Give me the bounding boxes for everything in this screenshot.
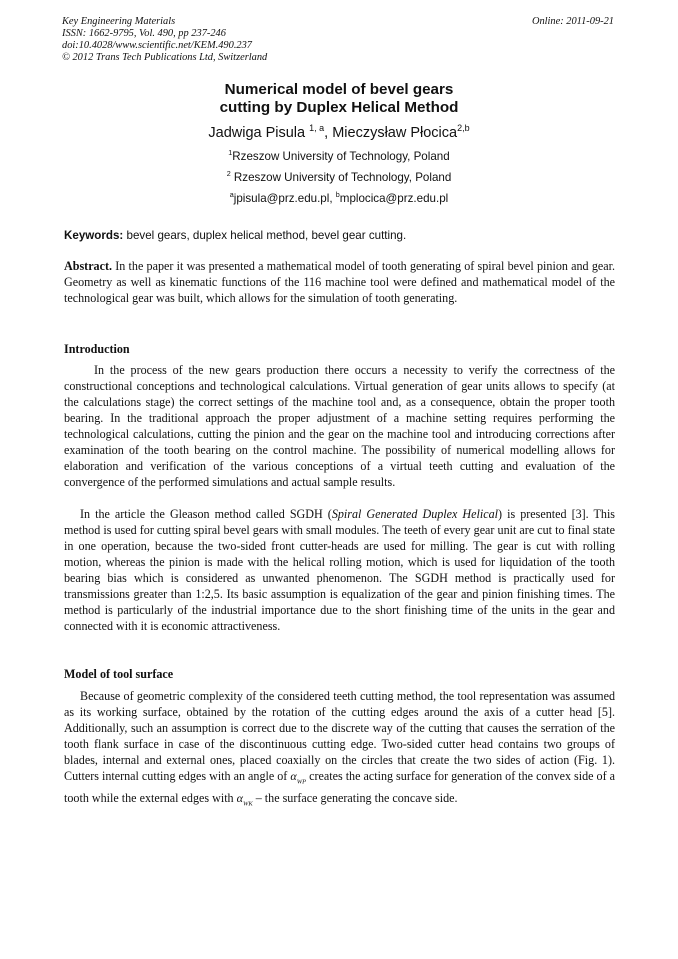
issn-line: ISSN: 1662-9795, Vol. 490, pp 237-246 (62, 28, 226, 39)
email-1-marker: a (229, 190, 234, 200)
journal-name: Key Engineering Materials (62, 16, 176, 27)
author-separator: , (324, 125, 333, 141)
intro-p2-rest: ) is presented [3]. This method is used for cutting spiral bevel gears with small modules. The teeth of every gear unit are cut to final state in one operation, because the two-sided front cutter-heads are used for milling. The gear is cut with rolling motion, whereas the pinion is made with the helical rolling motion, which is used for liquidation of the tooth bearing bias which is considered as unwanted phenomenon. The SGDH method is practically used for transmissions greater than 1:2,5. Its basic assumption is equalization of the gear and pinion finishing times. The method is particularly of the industrial importance due to the short finishing time of the units in the gear and connected with it is economic attractiveness. (64, 507, 616, 633)
method-name: Spiral Generated Duplex Helical (331, 507, 499, 521)
author-1-affiliation: 1, a (309, 123, 325, 134)
alpha-wk-symbol: $\alpha_{WK}$ (236, 791, 253, 808)
author-emails (0, 192, 678, 205)
introduction-paragraph-1: In the process of the new gears production there occurs a necessity to verify the correctness of the constructional conceptions and technological calculations. Virtual generation of gear units allows to specify (at the calculations stage) the correct settings of the machine tool and, as a consequence, obtain the proper tooth bearing. In the traditional approach the proper adjustment of a machine setting requires performing the technological calculations, cutting the pinion and the gear on the machine tool and introducing corrections after examination of the tooth bearing on the control machine. The possibility of numerical modelling allows for elaboration and verification of the various conceptions of a virtual teeth cutting and evaluation of the convergence of the performed simulations and actual sample results. (64, 363, 615, 489)
alpha-wp-symbol: $\alpha_{WP}$ (290, 769, 307, 786)
affiliation-2 (0, 171, 678, 184)
email-2-marker: b (335, 190, 340, 200)
model-heading: Model of tool surface (64, 667, 174, 681)
title-line-2: cutting by Duplex Helical Method (219, 99, 459, 116)
model-p1-end: – the surface generating the concave side. (252, 791, 458, 806)
doi-line: doi:10.4028/www.scientific.net/KEM.490.237 (62, 40, 252, 51)
affiliation-2-text: Rzeszow University of Technology, Poland (230, 171, 452, 184)
model-paragraph-1 (64, 688, 615, 813)
intro-p2-start: In the article the Gleason method called SGDH ( (80, 507, 332, 521)
copyright-line: © 2012 Trans Tech Publications Ltd, Switzerland (62, 52, 268, 63)
title-line-1: Numerical model of bevel gears (224, 81, 454, 98)
affiliation-1 (0, 150, 678, 163)
abstract-label: Abstract. (64, 259, 113, 273)
keywords-text: bevel gears, duplex helical method, bevel gear cutting. (123, 229, 407, 242)
author-1: Jadwiga Pisula (208, 125, 306, 141)
author-2-affiliation: 2,b (457, 123, 470, 134)
email-1: jpisula@prz.edu.pl, (233, 192, 336, 205)
affiliation-1-marker: 1 (228, 148, 233, 158)
author-2: Mieczysław Płocica (332, 125, 458, 141)
introduction-paragraph-2 (64, 506, 615, 634)
introduction-heading: Introduction (64, 342, 130, 356)
paper-title (0, 81, 678, 117)
affiliation-1-text: Rzeszow University of Technology, Poland (232, 150, 450, 163)
email-2: mplocica@prz.edu.pl (339, 192, 449, 205)
journal-header (62, 16, 267, 64)
online-date: Online: 2011-09-21 (531, 16, 614, 27)
author-list (0, 125, 678, 141)
model-p1-start: Because of geometric complexity of the considered teeth cutting method, the tool representation was assumed as its working surface, obtained by the rotation of the cutting edges around the axis of a cutter head [5]. Additionally, such an assumption is correct due to the discrete way of the cutting that causes the serration of the tooth flank surface in case of the discontinuous cutting edge. Two-sided cutter head contains two groups of blades, internal and external ones, placed coaxially on the circles that create the two sides of action (Fig. 1). Cutters internal cutting edges with an angle of (64, 689, 615, 783)
abstract-text: In the paper it was presented a mathematical model of tooth generating of spiral bevel pinion and gear. Geometry as well as kinematic functions of the 116 machine tool were defined and mathematical model of the technological gear was built, which allows for the simulation of tooth generating. (64, 259, 615, 305)
keywords (64, 229, 406, 242)
abstract (64, 258, 615, 306)
keywords-label: Keywords: (64, 229, 124, 242)
affiliation-2-marker: 2 (226, 169, 231, 179)
model-p1-middle: creates the acting surface for generation of the convex side of a tooth while the external edges with (64, 769, 615, 806)
